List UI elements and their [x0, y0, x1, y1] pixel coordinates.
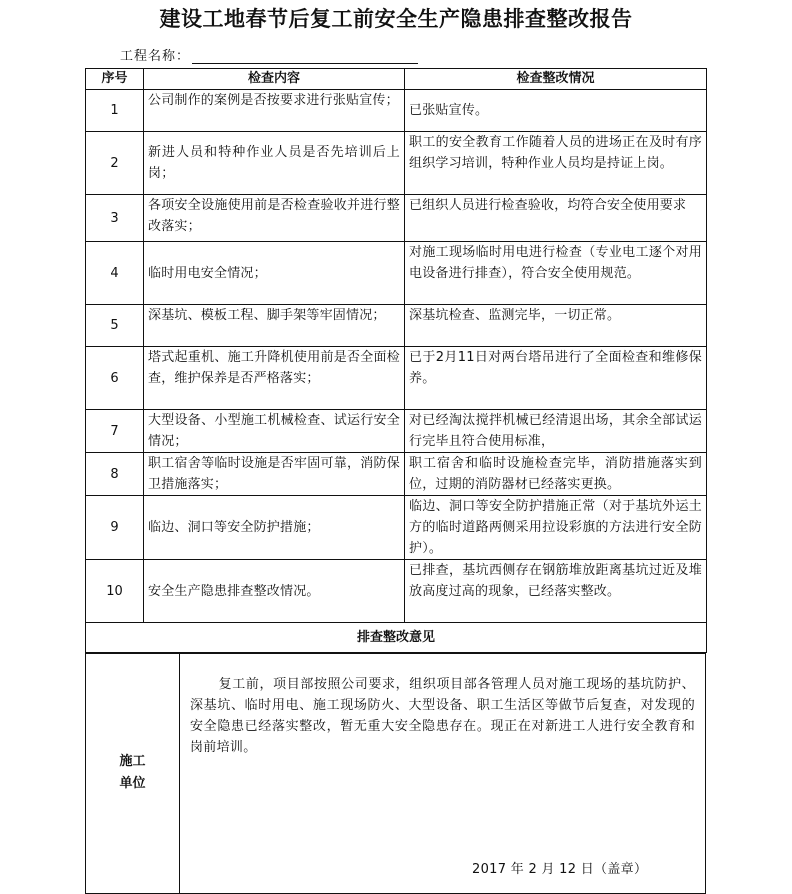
- row-num: 9: [86, 496, 144, 560]
- opinion-cell: [180, 654, 706, 894]
- row-content: 安全生产隐患排查整改情况。: [144, 560, 405, 623]
- row-status: 已组织人员进行检查验收，均符合安全使用要求: [405, 195, 707, 242]
- row-content: 职工宿舍等临时设施是否牢固可靠，消防保卫措施落实；: [144, 453, 405, 496]
- report-title: 建设工地春节后复工前安全生产隐患排查整改报告: [159, 7, 633, 31]
- construction-unit-label: [86, 654, 180, 894]
- row-status: 职工的安全教育工作随着人员的进场正在及时有序组织学习培训，特种作业人员均是持证上岗。: [405, 132, 707, 195]
- row-status: 已于2月11日对两台塔吊进行了全面检查和维修保养。: [405, 347, 707, 410]
- opinion-table: [85, 653, 706, 894]
- row-status: 已排查，基坑西侧存在钢筋堆放距离基坑过近及堆放高度过高的现象，已经落实整改。: [405, 560, 707, 623]
- row-num: 5: [86, 305, 144, 347]
- header-content: 检查内容: [144, 69, 405, 90]
- row-num: 6: [86, 347, 144, 410]
- opinion-text: 复工前，项目部按照公司要求，组织项目部各管理人员对施工现场的基坑防护、深基坑、临时用电、施工现场防火、大型设备、职工生活区等做节后复查，对发现的安全隐患已经落实整改，暂无重大安全隐患存在。现正在对新进工人进行安全教育和岗前培训。: [190, 677, 695, 755]
- table-row: [86, 90, 707, 132]
- row-num: 8: [86, 453, 144, 496]
- row-status: 对已经淘汰搅拌机械已经清退出场，其余全部试运行完毕且符合使用标准，: [405, 410, 707, 453]
- row-content: 深基坑、模板工程、脚手架等牢固情况；: [144, 305, 405, 347]
- row-status: 已张贴宣传。: [405, 90, 707, 132]
- row-content: 塔式起重机、施工升降机使用前是否全面检查，维护保养是否严格落实；: [144, 347, 405, 410]
- table-row: [86, 305, 707, 347]
- table-row: [86, 560, 707, 623]
- opinion-row: [86, 654, 706, 894]
- table-row: [86, 347, 707, 410]
- row-num: 10: [86, 560, 144, 623]
- row-content: 各项安全设施使用前是否检查验收并进行整改落实；: [144, 195, 405, 242]
- row-status: 临边、洞口等安全防护措施正常（对于基坑外运土方的临时道路两侧采用拉设彩旗的方法进行安全防护）。: [405, 496, 707, 560]
- row-content: 新进人员和特种作业人员是否先培训后上岗；: [144, 132, 405, 195]
- opinion-header: 排查整改意见: [86, 623, 707, 653]
- header-num: 序号: [86, 69, 144, 90]
- opinion-header-row: [86, 623, 707, 653]
- project-name-field: [120, 45, 418, 64]
- table-row: [86, 496, 707, 560]
- table-row: [86, 453, 707, 496]
- table-row: [86, 242, 707, 305]
- table-header-row: [86, 69, 707, 90]
- project-name-label: 工程名称：: [120, 49, 191, 64]
- row-content: 公司制作的案例是否按要求进行张贴宣传；: [144, 90, 405, 132]
- row-content: 大型设备、小型施工机械检查、试运行安全情况；: [144, 410, 405, 453]
- unit-label-line-1: 施工: [119, 754, 146, 769]
- row-num: 2: [86, 132, 144, 195]
- inspection-table: [85, 68, 707, 653]
- signature-date: 2017 年 2 月 12 日（盖章）: [472, 862, 648, 877]
- row-num: 3: [86, 195, 144, 242]
- row-num: 1: [86, 90, 144, 132]
- header-status: 检查整改情况: [405, 69, 707, 90]
- unit-label-line-2: 单位: [119, 776, 146, 791]
- row-num: 4: [86, 242, 144, 305]
- project-name-line[interactable]: [192, 49, 418, 64]
- row-status: 深基坑检查、监测完毕，一切正常。: [405, 305, 707, 347]
- row-status: 对施工现场临时用电进行检查（专业电工逐个对用电设备进行排查），符合安全使用规范。: [405, 242, 707, 305]
- row-num: 7: [86, 410, 144, 453]
- table-row: [86, 195, 707, 242]
- row-status: 职工宿舍和临时设施检查完毕，消防措施落实到位，过期的消防器材已经落实更换。: [405, 453, 707, 496]
- row-content: 临时用电安全情况；: [144, 242, 405, 305]
- table-row: [86, 132, 707, 195]
- row-content: 临边、洞口等安全防护措施；: [144, 496, 405, 560]
- table-row: [86, 410, 707, 453]
